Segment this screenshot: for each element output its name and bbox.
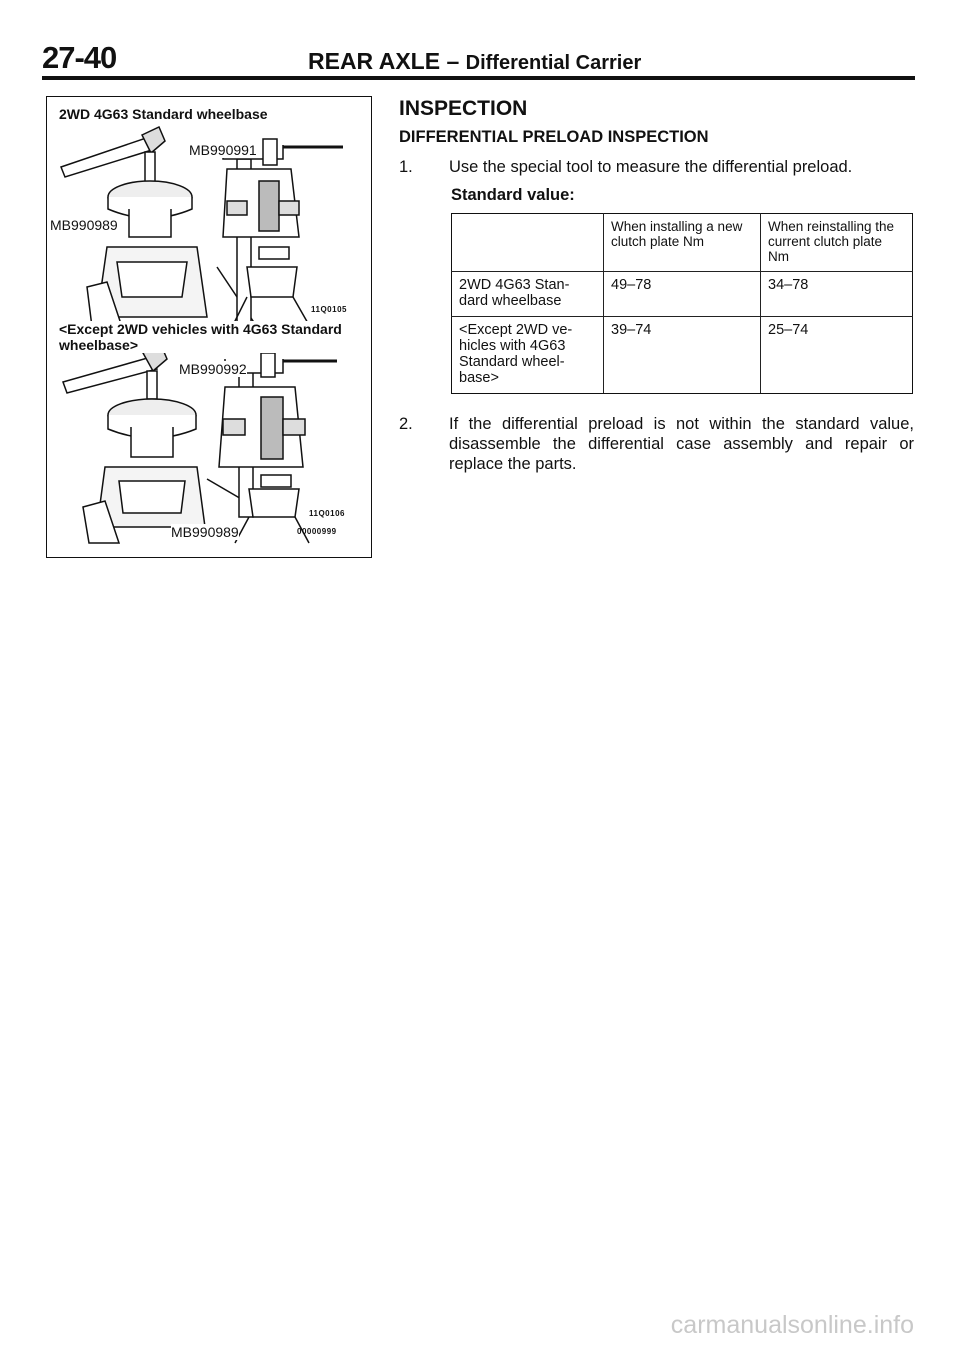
figure-caption-bottom: <Except 2WD vehicles with 4G63 Standard wheelbase> [59,321,369,353]
table-cell: 34–78 [761,272,913,317]
header-rule [42,76,915,80]
figure-box [46,96,372,558]
table-cell: 25–74 [761,317,913,394]
table-header-row [452,214,913,272]
figure-caption-top: 2WD 4G63 Standard wheelbase [59,106,268,122]
table-cell: 49–78 [604,272,761,317]
table-cell: 2WD 4G63 Stan- dard wheelbase [452,272,604,317]
figure-code-bottom-2: 00000999 [297,527,337,536]
standard-value-table [451,213,913,394]
table-row [452,272,913,317]
tool-label-bottom-right: MB990992 [179,361,247,377]
step-1-text: Use the special tool to measure the differential preload. [449,158,853,176]
header-subtitle: Differential Carrier [465,52,642,74]
step-2-number: 2. [399,415,413,433]
section-heading: INSPECTION [399,97,528,120]
table-header-cell [452,214,604,272]
step-1-number: 1. [399,158,413,176]
standard-value-label: Standard value: [451,186,575,204]
tool-label-top-left: MB990989 [50,217,118,233]
table-cell: 39–74 [604,317,761,394]
watermark: carmanualsonline.info [670,1311,914,1339]
figure-code-top: 11Q0105 [311,305,347,314]
tool-label-bottom-left: MB990989 [171,524,239,540]
table-cell: <Except 2WD ve- hicles with 4G63 Standard wheel- base> [452,317,604,394]
page-number: 27-40 [42,40,117,75]
header-title [308,48,641,75]
header-main-title: REAR AXLE [308,48,441,74]
figure-code-bottom-1: 11Q0106 [309,509,345,518]
table-row [452,317,913,394]
tool-label-top-right: MB990991 [189,142,257,158]
step-2-text: If the differential preload is not within the standard value, disassemble the differential case assembly and repair or replace the parts. [449,415,914,473]
header-separator: – [446,48,460,74]
table-header-cell: When installing a new clutch plate Nm [604,214,761,272]
table-header-cell: When reinstalling the current clutch plate Nm [761,214,913,272]
subheading: DIFFERENTIAL PRELOAD INSPECTION [399,128,709,146]
